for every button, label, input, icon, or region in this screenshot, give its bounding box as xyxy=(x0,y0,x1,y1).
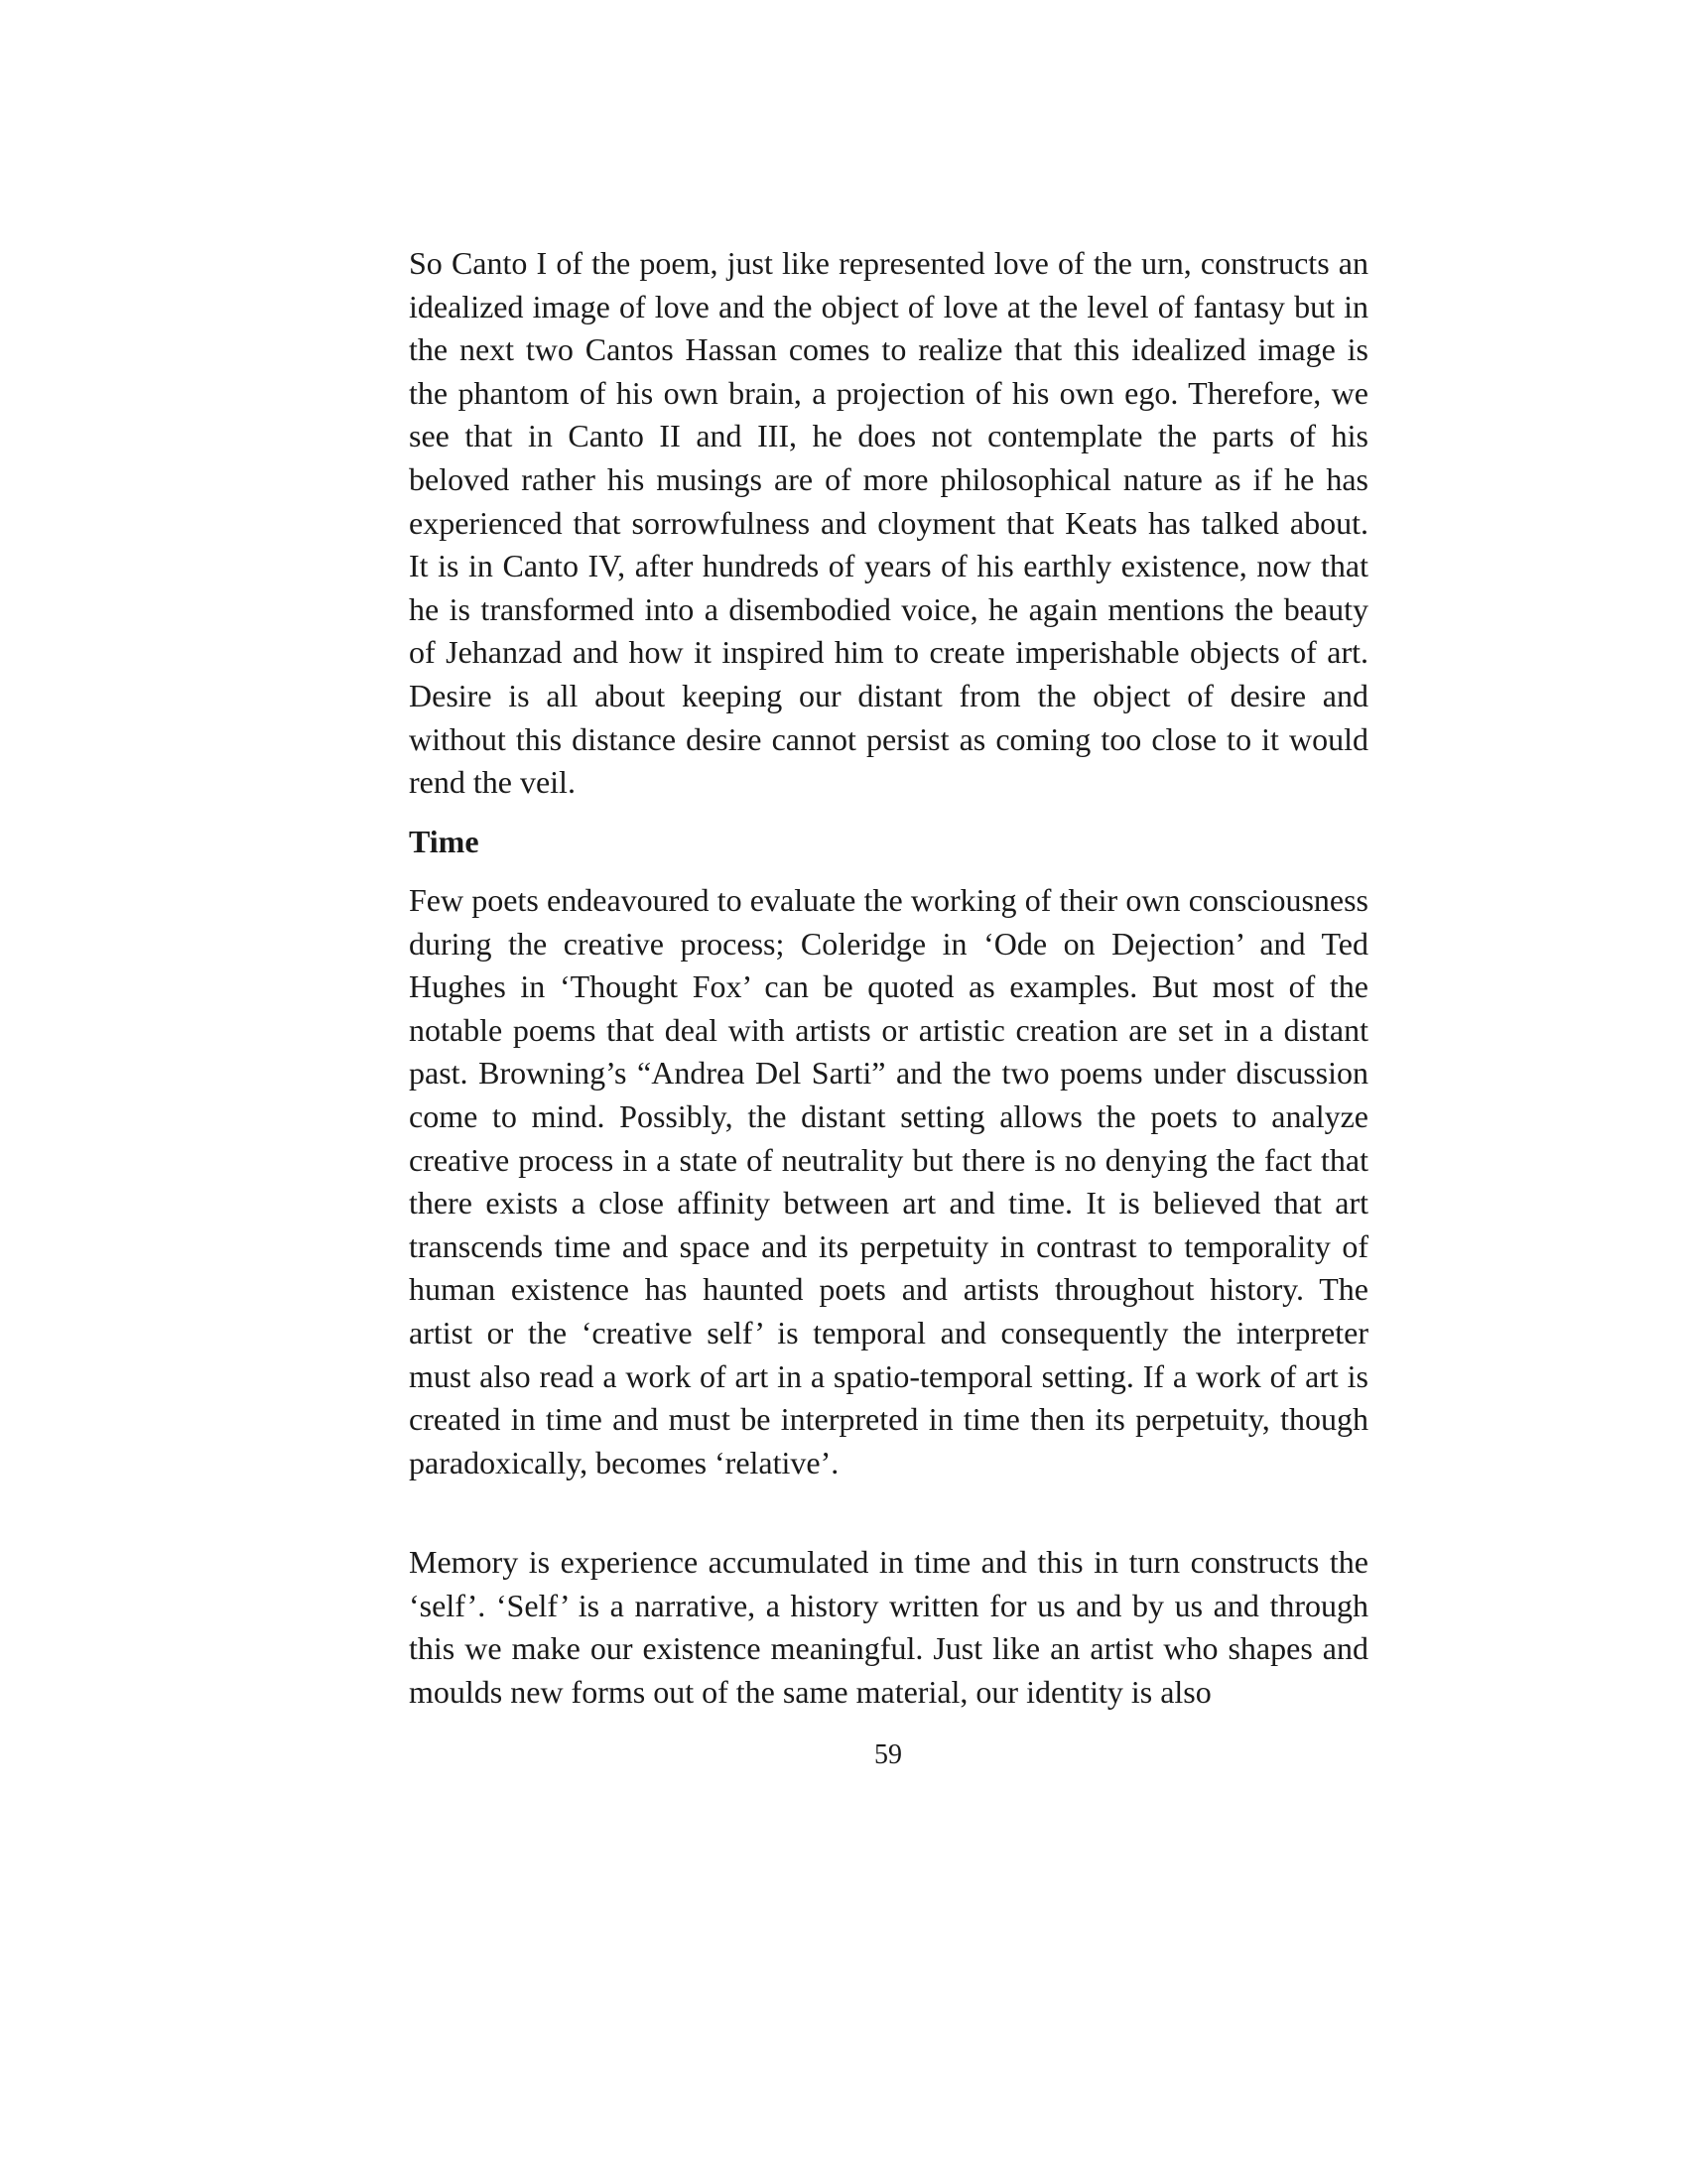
paragraph-time: Few poets endeavoured to evaluate the working of their own consciousness during the creative process; Coleridge in ‘Ode on Dejection’ and Ted Hughes in ‘Thought Fox’ can be quoted as examples. But most of the notable poems that deal with artists or artistic creation are set in a distant past. Browning’s “Andrea Del Sarti” and the two poems under discussion come to mind. Possibly, the distant setting allows the poets to analyze creative process in a state of neutrality but there is no denying the fact that there exists a close affinity between art and time. It is believed that art transcends time and space and its perpetuity in contrast to temporality of human existence has haunted poets and artists throughout history. The artist or the ‘creative self’ is temporal and consequently the interpreter must also read a work of art in a spatio-temporal setting. If a work of art is created in time and must be interpreted in time then its perpetuity, though paradoxically, becomes ‘relative’. xyxy=(409,882,1368,1480)
section-heading-time: Time xyxy=(409,824,479,859)
paragraph-memory: Memory is experience accumulated in time and this in turn constructs the ‘self’. ‘Self’ is a narrative, a history written for us and by us and through this we make our existence meaningful. Just like an artist who shapes and moulds new forms out of the same material, our identity is also xyxy=(409,1544,1368,1710)
paragraph-canto: So Canto I of the poem, just like represented love of the urn, constructs an idealized image of love and the object of love at the level of fantasy but in the next two Cantos Hassan comes to realize that this idealized image is the phantom of his own brain, a projection of his own ego. Therefore, we see that in Canto II and III, he does not contemplate the parts of his beloved rather his musings are of more philosophical nature as if he has experienced that sorrowfulness and cloyment that Keats has talked about. It is in Canto IV, after hundreds of years of his earthly existence, now that he is transformed into a disembodied voice, he again mentions the beauty of Jehanzad and how it inspired him to create imperishable objects of art. Desire is all about keeping our distant from the object of desire and without this distance desire cannot persist as coming too close to it would rend the veil. xyxy=(409,245,1368,801)
page-number: 59 xyxy=(874,1739,902,1770)
